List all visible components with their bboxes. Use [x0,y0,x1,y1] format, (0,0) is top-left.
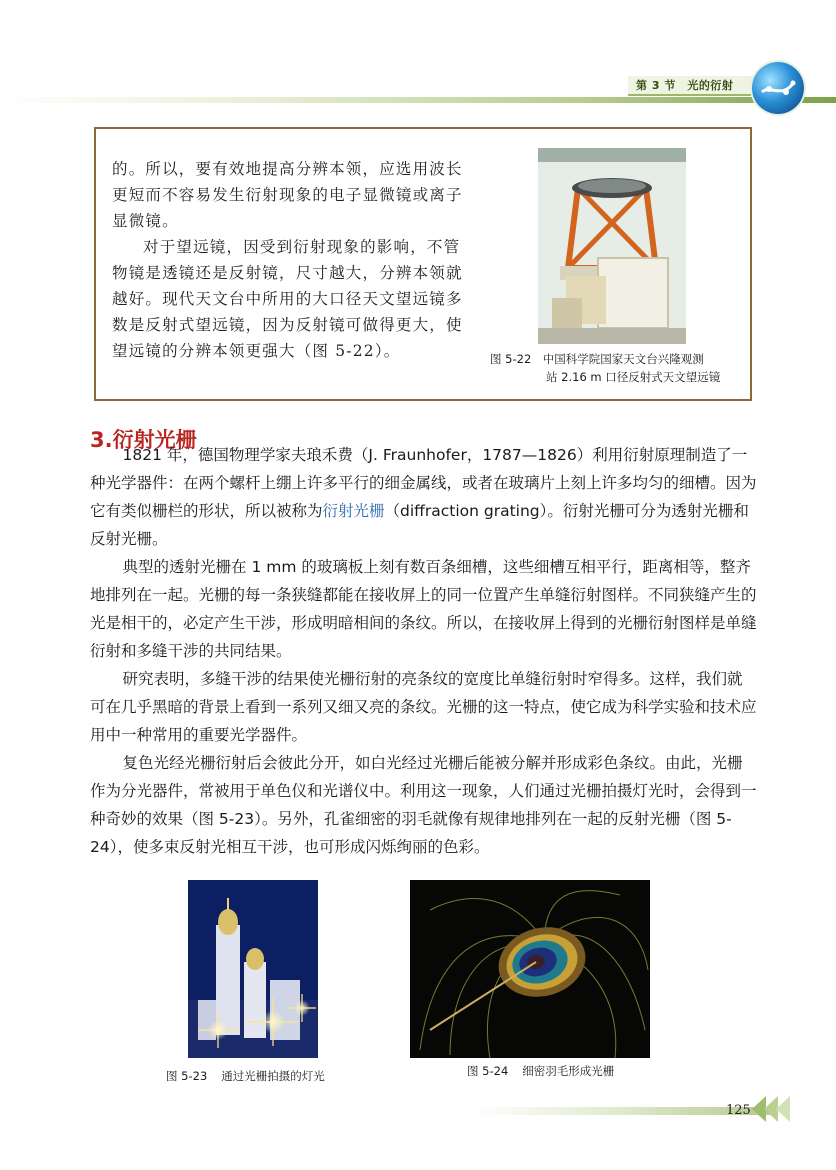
header-rule [0,97,836,103]
figure-title: 通过光栅拍摄的灯光 [221,1069,325,1083]
figure-5-22-caption [490,350,740,386]
paragraph-text: （diffraction grating）。衍射光栅可分为透射光栅和反射光栅。 [90,502,749,548]
telescope-photo [538,148,686,344]
paragraph-1 [90,441,758,553]
term-diffraction-grating: 衍射光栅 [322,502,385,520]
box-paragraph: 的。所以，要有效地提高分辨本领，应选用波长更短而不容易发生衍射现象的电子显微镜或离子显微镜。 [112,160,463,230]
caption-line: 图 5-22 中国科学院国家天文台兴隆观测 [490,352,704,366]
section-label: 第 3 节 光的衍射 [636,79,734,92]
peacock-feather-photo [410,880,650,1058]
footer-chevrons-icon [752,1096,792,1122]
section-heading: 3.衍射光栅 [90,428,197,452]
body-text [90,441,758,861]
figure-5-24-caption [467,1063,614,1079]
paragraph-4: 复色光经光栅衍射后会彼此分开，如白光经过光栅后能被分解并形成彩色条纹。由此，光栅作为分光器件，常被用于单色仪和光谱仪中。利用这一现象，人们通过光栅拍摄灯光时，会得到一种奇妙的效果（图 5-23）。另外，孔雀细密的羽毛就像有规律地排列在一起的反射光栅（图 5-24），使多束反射光相互干涉，也可形成闪烁绚丽的色彩。 [90,754,757,856]
reading-box-text [112,156,472,364]
figure-title: 细密羽毛形成光栅 [522,1064,615,1078]
footer-rule [470,1107,770,1115]
kremlin-lights-photo [188,880,318,1058]
paragraph-3: 研究表明，多缝干涉的结果使光栅衍射的亮条纹的宽度比单缝衍射时窄得多。这样，我们就可在几乎黑暗的背景上看到一系列又细又亮的条纹。光栅的这一特点，使它成为科学实验和技术应用中一种常用的重要光学器件。 [90,670,757,744]
paragraph-text: 1821 年，德国物理学家夫琅禾费（J. Fraunhofer，1787—1826）利用衍射原理制造了一种光学器件：在两个螺杆上绷上许多平行的细金属线，或者在玻璃片上刻上许多均匀的细槽。因为它有类似栅栏的形状，所以被称为 [90,446,757,520]
paragraph-2: 典型的透射光栅在 1 mm 的玻璃板上刻有数百条细槽，这些细槽互相平行，距离相等，整齐地排列在一起。光栅的每一条狭缝都能在接收屏上的同一位置产生单缝衍射图样。不同狭缝产生的光是相干的，必定产生干涉，形成明暗相间的条纹。所以，在接收屏上得到的光栅衍射图样是单缝衍射和多缝干涉的共同结果。 [90,558,757,660]
figure-number: 图 5-24 [467,1064,509,1078]
caption-line: 站 2.16 m 口径反射式天文望远镜 [546,370,721,384]
page-number: 125 [726,1103,751,1118]
globe-icon [752,62,804,114]
figure-5-23-caption [166,1068,325,1084]
figure-number: 图 5-23 [166,1069,208,1083]
box-paragraph: 对于望远镜，因受到衍射现象的影响，不管物镜是透镜还是反射镜，尺寸越大，分辨本领就越好。现代天文台中所用的大口径天文望远镜多数是反射式望远镜，因为反射镜可做得更大，使望远镜的分辨本领更强大（图 5-22）。 [112,238,463,360]
